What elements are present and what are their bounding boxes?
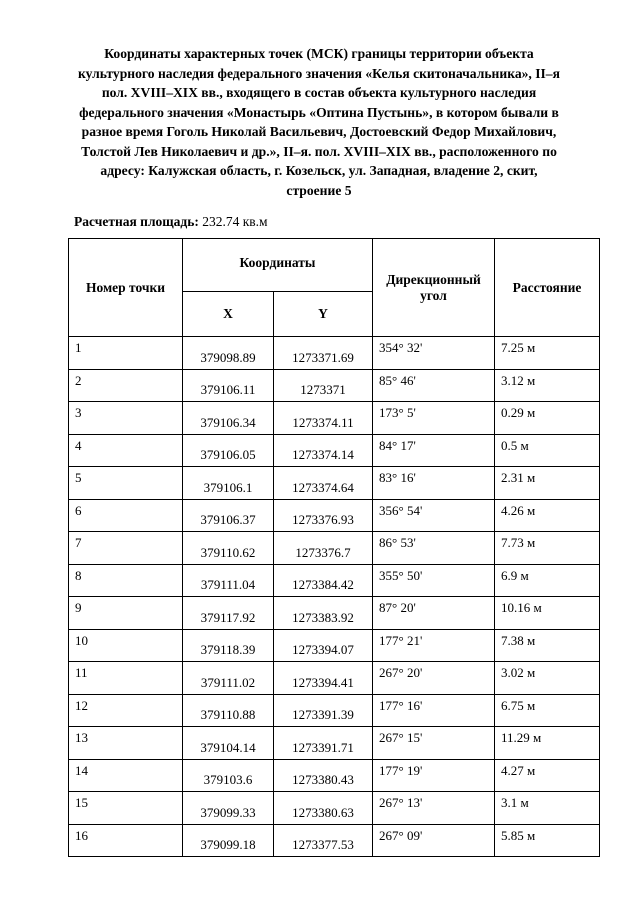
point-number-cell: 10 <box>69 629 183 662</box>
y-coordinate-cell: 1273374.64 <box>274 467 373 500</box>
direction-angle-cell: 83° 16' <box>373 467 495 500</box>
point-number-cell: 7 <box>69 532 183 565</box>
direction-angle-cell: 355° 50' <box>373 564 495 597</box>
x-coordinate-cell: 379106.34 <box>183 402 274 435</box>
distance-cell: 0.5 м <box>495 434 600 467</box>
direction-angle-cell: 354° 32' <box>373 337 495 370</box>
y-coordinate-cell: 1273384.42 <box>274 564 373 597</box>
x-coordinate-cell: 379110.88 <box>183 694 274 727</box>
distance-cell: 2.31 м <box>495 467 600 500</box>
direction-angle-cell: 177° 19' <box>373 759 495 792</box>
table-row <box>69 694 600 727</box>
y-coordinate-cell: 1273391.39 <box>274 694 373 727</box>
distance-cell: 3.02 м <box>495 662 600 695</box>
title-line: пол. XVIII–XIX вв., входящего в состав объекта культурного наследия <box>101 85 537 100</box>
header-point-number: Номер точки <box>69 239 183 337</box>
distance-cell: 4.26 м <box>495 499 600 532</box>
distance-cell: 11.29 м <box>495 727 600 760</box>
direction-angle-cell: 86° 53' <box>373 532 495 565</box>
table-row <box>69 402 600 435</box>
title-line: адресу: Калужская область, г. Козельск, ул. Западная, владение 2, скит, <box>100 163 538 178</box>
header-x: X <box>183 292 274 337</box>
x-coordinate-cell: 379117.92 <box>183 597 274 630</box>
point-number-cell: 13 <box>69 727 183 760</box>
point-number-cell: 5 <box>69 467 183 500</box>
distance-cell: 4.27 м <box>495 759 600 792</box>
distance-cell: 6.9 м <box>495 564 600 597</box>
distance-cell: 0.29 м <box>495 402 600 435</box>
point-number-cell: 11 <box>69 662 183 695</box>
point-number-cell: 8 <box>69 564 183 597</box>
table-row <box>69 824 600 857</box>
y-coordinate-cell: 1273394.41 <box>274 662 373 695</box>
x-coordinate-cell: 379111.04 <box>183 564 274 597</box>
point-number-cell: 6 <box>69 499 183 532</box>
header-distance: Расстояние <box>495 239 600 337</box>
y-coordinate-cell: 1273377.53 <box>274 824 373 857</box>
distance-cell: 7.38 м <box>495 629 600 662</box>
table-row <box>69 792 600 825</box>
direction-angle-cell: 177° 21' <box>373 629 495 662</box>
x-coordinate-cell: 379099.33 <box>183 792 274 825</box>
table-row <box>69 467 600 500</box>
y-coordinate-cell: 1273374.11 <box>274 402 373 435</box>
y-coordinate-cell: 1273380.63 <box>274 792 373 825</box>
distance-cell: 5.85 м <box>495 824 600 857</box>
title-line: строение 5 <box>286 182 352 198</box>
direction-angle-cell: 173° 5' <box>373 402 495 435</box>
distance-cell: 6.75 м <box>495 694 600 727</box>
point-number-cell: 15 <box>69 792 183 825</box>
header-direction-angle: Дирекционный угол <box>373 239 495 337</box>
table-row <box>69 597 600 630</box>
direction-angle-cell: 267° 15' <box>373 727 495 760</box>
direction-angle-cell: 356° 54' <box>373 499 495 532</box>
direction-angle-cell: 85° 46' <box>373 369 495 402</box>
header-y: Y <box>274 292 373 337</box>
direction-angle-cell: 84° 17' <box>373 434 495 467</box>
table-row <box>69 532 600 565</box>
x-coordinate-cell: 379106.37 <box>183 499 274 532</box>
title-line: разное время Гоголь Николай Васильевич, Достоевский Федор Михайлович, <box>81 124 557 139</box>
direction-angle-cell: 177° 16' <box>373 694 495 727</box>
y-coordinate-cell: 1273371.69 <box>274 337 373 370</box>
x-coordinate-cell: 379110.62 <box>183 532 274 565</box>
y-coordinate-cell: 1273374.14 <box>274 434 373 467</box>
x-coordinate-cell: 379098.89 <box>183 337 274 370</box>
table-row <box>69 727 600 760</box>
direction-angle-cell: 267° 13' <box>373 792 495 825</box>
x-coordinate-cell: 379104.14 <box>183 727 274 760</box>
area-value: 232.74 кв.м <box>202 214 268 229</box>
table-row <box>69 369 600 402</box>
point-number-cell: 4 <box>69 434 183 467</box>
distance-cell: 7.73 м <box>495 532 600 565</box>
calculated-area <box>74 214 268 230</box>
direction-angle-cell: 267° 20' <box>373 662 495 695</box>
x-coordinate-cell: 379106.05 <box>183 434 274 467</box>
y-coordinate-cell: 1273394.07 <box>274 629 373 662</box>
direction-angle-cell: 87° 20' <box>373 597 495 630</box>
x-coordinate-cell: 379106.1 <box>183 467 274 500</box>
table-row <box>69 759 600 792</box>
x-coordinate-cell: 379111.02 <box>183 662 274 695</box>
area-label: Расчетная площадь: <box>74 214 199 229</box>
point-number-cell: 16 <box>69 824 183 857</box>
title-line: культурного наследия федерального значения «Келья скитоначальника», II–я <box>78 65 560 81</box>
table-body <box>69 337 600 857</box>
point-number-cell: 12 <box>69 694 183 727</box>
coordinates-table <box>68 238 600 857</box>
distance-cell: 3.12 м <box>495 369 600 402</box>
title-line: Толстой Лев Николаевич и др.», II–я. пол. XVIII–XIX вв., расположенного по <box>81 143 557 159</box>
table-row <box>69 337 600 370</box>
header-coordinates: Координаты <box>183 239 373 292</box>
point-number-cell: 14 <box>69 759 183 792</box>
table-row <box>69 629 600 662</box>
y-coordinate-cell: 1273380.43 <box>274 759 373 792</box>
table-row <box>69 434 600 467</box>
table-row <box>69 499 600 532</box>
distance-cell: 7.25 м <box>495 337 600 370</box>
table-row <box>69 564 600 597</box>
table-row <box>69 662 600 695</box>
point-number-cell: 2 <box>69 369 183 402</box>
x-coordinate-cell: 379103.6 <box>183 759 274 792</box>
x-coordinate-cell: 379106.11 <box>183 369 274 402</box>
y-coordinate-cell: 1273383.92 <box>274 597 373 630</box>
y-coordinate-cell: 1273376.7 <box>274 532 373 565</box>
title-line: Координаты характерных точек (МСК) границы территории объекта <box>104 46 534 61</box>
y-coordinate-cell: 1273371 <box>274 369 373 402</box>
y-coordinate-cell: 1273376.93 <box>274 499 373 532</box>
y-coordinate-cell: 1273391.71 <box>274 727 373 760</box>
document-title <box>70 44 568 200</box>
direction-angle-cell: 267° 09' <box>373 824 495 857</box>
point-number-cell: 3 <box>69 402 183 435</box>
title-line: федерального значения «Монастырь «Оптина Пустынь», в котором бывали в <box>79 104 559 120</box>
point-number-cell: 9 <box>69 597 183 630</box>
x-coordinate-cell: 379118.39 <box>183 629 274 662</box>
point-number-cell: 1 <box>69 337 183 370</box>
distance-cell: 10.16 м <box>495 597 600 630</box>
distance-cell: 3.1 м <box>495 792 600 825</box>
x-coordinate-cell: 379099.18 <box>183 824 274 857</box>
